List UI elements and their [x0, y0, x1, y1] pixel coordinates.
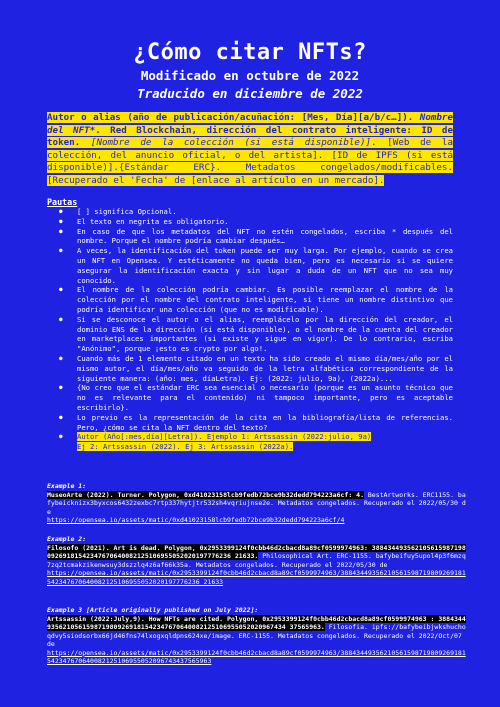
citation-format-rest: . [Web de la colección, del anuncio oficial, o del artista]. [ID de IPFS (si está disponible)].{Estándar ERC}. Metadatos congelados/modificables. [Recuperado el 'Fecha' de [enlace al artículo en un mercado]. — [47, 137, 453, 186]
example-3 — [47, 606, 467, 666]
citation-format-collection: [Nombre de la colección (si está disponible)] — [80, 137, 372, 149]
example-bold-citation: Filosofo (2021). Art is dead. Polygon, 0x2953399124f0cbb46d2cbacd8a89cf0599974963: 38843449356210561598719809269181542347670640082125106955052020197776236 21633. — [47, 543, 466, 560]
modified-date: Modificado en octubre de 2022 — [140, 68, 360, 83]
example-2 — [47, 535, 467, 586]
example-label: Example 2: — [47, 535, 87, 543]
example-citation-rest: Philosophical Art. ERC-1155. bafybeifuy5upol4p3f6mzq7zq2tcmakzikenwsuy3dszzlq4z6af66k35a. Metadatos congelados. Recuperado el 2022/05/30 de — [47, 552, 466, 569]
example-citation-rest: BestArtworks. ERC1155. bafybeicknizx3byxcos6432zexbc7rtp337hytjtr532sh4vqriujnse2e. Metadatos congelados. Recuperado el 2022/05/30 de — [47, 490, 466, 516]
example-label: Example 3 [Article originally published on July 2022]: — [47, 606, 259, 614]
guideline-item: ● {No creo que el estándar ERC sea esencial o necesario (porque es un asunto técnico que no es relevante para el contenido) ni tampoco importante, pero es aceptable escribirlo}. — [77, 383, 453, 412]
example-bold-citation: MuseoArte (2022). Turner. Polygon, 0xd41023158lcb9fedb72bce9b32dedd794223a6cf: 4. — [47, 490, 364, 499]
example-link[interactable]: https://opensea.io/assets/matic/0x2953399124f0cbb46d2cbacd8a89cf0599974963/38843449356210561598719809269181542347670640082125106955052020197776236 21633 — [47, 569, 466, 586]
guideline-item: ● El texto en negrita es obligatorio. — [77, 217, 453, 227]
guidelines-heading: Pautas — [47, 197, 78, 207]
page-title: ¿Cómo citar NFTs? — [133, 40, 367, 65]
example-link[interactable]: https://opensea.io/assets/matic/0x2953399124f0cbb46d2cbacd8a89cf0599974963/38843449356210561598719809269181542347670640082125106955052096743437565963 — [47, 648, 466, 665]
guideline-item: ● Si se desconoce el autor o el alias, reemplácelo por la dirección del creador, el dominio ENS de la dirección (si está disponible), o el nombre de la cuenta del creador en marketplaces importantes (si existe y sigue en vigor). De lo contrario, escriba "Anónimo", porque ¡esto es crypto por algo!. — [77, 315, 453, 354]
in-text-sample-line2: Ej 2: Artssassin (2022). Ej 3: Artssassin (2022a). — [77, 442, 294, 452]
example-link[interactable]: https://opensea.io/assets/matic/0xd41023158lcb9fedb72bce9b32dedd794223a6cf/4 — [47, 516, 345, 524]
guideline-item: ● Cuando más de 1 elemento citado en un texto ha sido creado el mismo día/mes/año por el mismo autor, el día/mes/año va seguido de la letra alfabética correspondiente de la siguiente manera: (año: mes, díaLetra). Ej: (2022: julio, 9a), (2022a)... — [77, 354, 453, 383]
guidelines-list — [47, 207, 453, 452]
translated-date: Traducido en diciembre de 2022 — [137, 86, 363, 101]
citation-format-blockchain: . Red Blockchain, dirección del contrato inteligente: ID de token. — [47, 124, 453, 149]
example-label: Example 1: — [47, 482, 87, 490]
citation-format-author: Autor o alias (año de publicación/acuñación: [Mes, Día][a/b/c…]). — [47, 112, 420, 123]
citation-format-nft-name: Nombre del NFT* — [47, 112, 453, 136]
guideline-item: ● El nombre de la colección podría cambiar. Es posible reemplazar el nombre de la colección por el nombre del contrato inteligente, si tiene un nombre distintivo que podría identificar una colección (que no es modificable). — [77, 285, 453, 314]
in-text-sample-line1: Autor (Año[:mes,día][Letra]). Ejemplo 1: Artssassin (2022:julio, 9a) — [77, 432, 372, 442]
guideline-item: ● A veces, la identificación del token puede ser muy larga. Por ejemplo, cuando se crea un NFT en Opensea. Y estéticamente no queda bien, pero es necesario si se quiere asegurar la identificación exacta y sin lugar a duda de un NFT que no sea muy conocido. — [77, 246, 453, 285]
guideline-item: ● En caso de que los metadatos del NFT no estén congelados, escriba * después del nombre. Porque el nombre podría cambiar después… — [77, 227, 453, 247]
citation-format — [47, 112, 453, 188]
guideline-item: ● [ ] significa Opcional. — [77, 207, 453, 217]
example-1 — [47, 482, 467, 525]
guideline-item: ● Lo previo es la representación de la cita en la bibliografía/lista de referencias. Pero, ¿cómo se cita la NFT dentro del texto? — [77, 413, 453, 433]
in-text-citation-sample — [77, 432, 453, 452]
example-bold-citation: Artssassin (2022:July,9). How NFTs are cited. Polygon, 0x2953399124f0cbb46d2cbacd8a89cf0599974963 : 38843449356210561598719809269181542347670640082125106955052020967434 37565963. — [47, 614, 466, 631]
example-citation-rest: Filosofia. ipfs://bafybeibjwkshuchoqdvy5siodsorbx66jd46fns74lxogxqldpns624xe/image. ERC-1155. Metadatos congelados. Recuperado el 2022/Oct/07 de — [47, 623, 466, 648]
